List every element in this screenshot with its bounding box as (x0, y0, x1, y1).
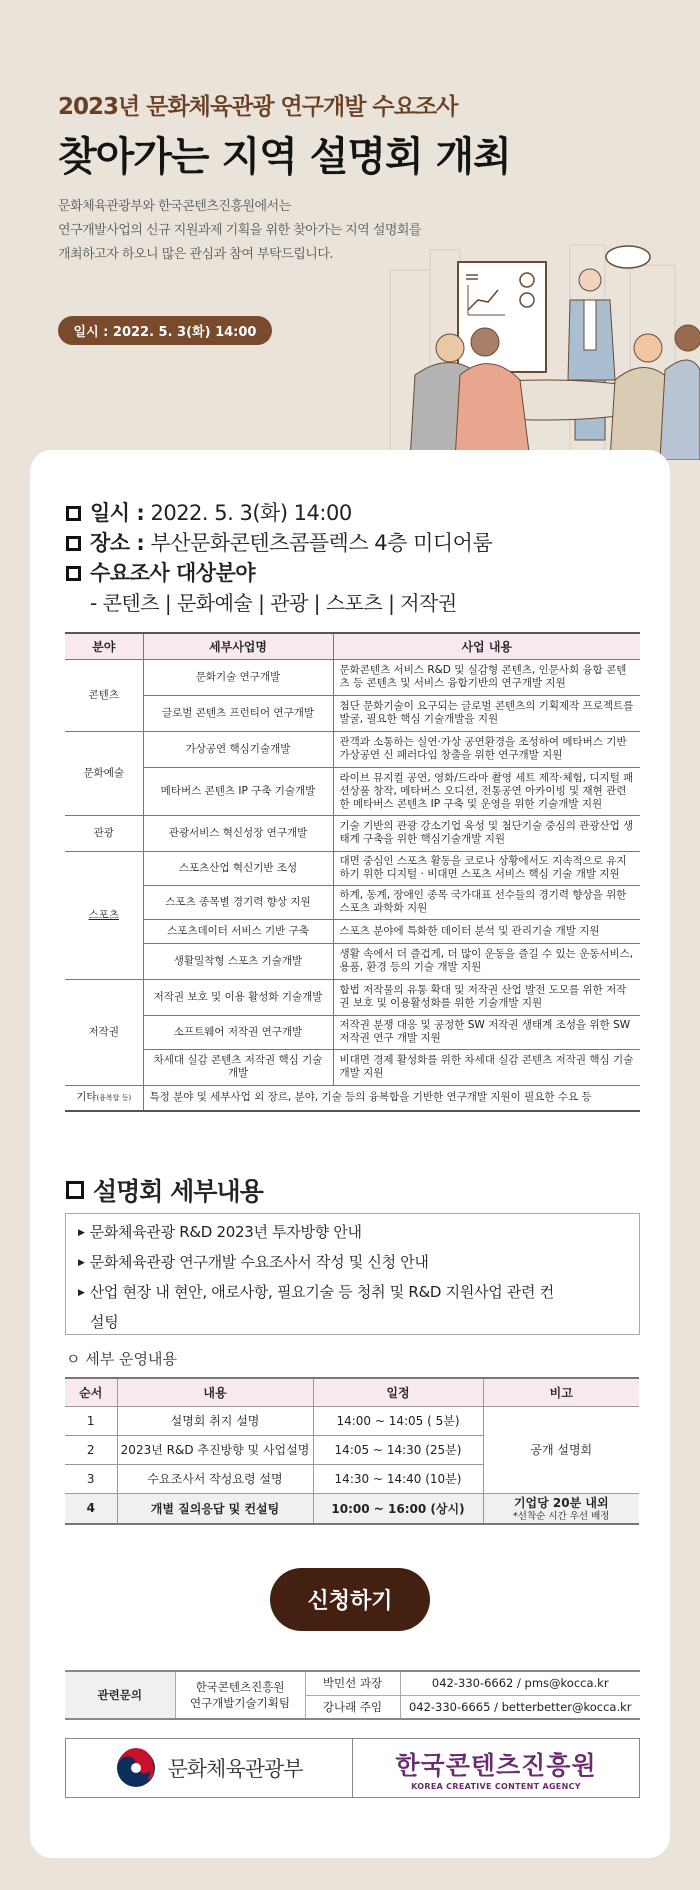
table-row: 차세대 실감 콘텐츠 저작권 핵심 기술개발 비대면 경제 활성화를 위한 차세대 실감 콘텐츠 저작권 핵심 기술 개발 지원 (65, 1049, 640, 1085)
table-row: 메타버스 콘텐츠 IP 구축 기술개발 라이브 뮤지컬 공연, 영화/드라마 촬영 세트 제작·체험, 디지털 패션상품 창작, 메타버스 오디션, 전통공연 아카이빙 및 재현 관련한 메타버스 콘텐츠 IP 구축 및 운영을 위한 기술개발 지원 (65, 767, 640, 815)
table-row: 3 수요조사서 작성요령 설명 14:30 ~ 14:40 (10분) (65, 1464, 639, 1493)
schedule-table (65, 1377, 639, 1525)
contact-info-link[interactable]: 042-330-6662 / pms@kocca.kr (400, 1671, 640, 1695)
fields-table (65, 632, 640, 1112)
detail-item: ▶ 문화체육관광 R&D 2023년 투자방향 안내 (78, 1223, 362, 1241)
taegeuk-emblem-icon (115, 1747, 157, 1789)
table-row: 스포츠 스포츠산업 혁신기반 조성 대면 중심인 스포츠 활동을 코로나 상황에서도 지속적으로 유지하기 위한 디지털 · 비대면 스포츠 서비스 핵심 기술 개발 지원 (65, 851, 640, 885)
square-bullet-icon (66, 1181, 84, 1199)
table-row: 저작권 저작권 보호 및 이용 활성화 기술개발 합법 저작물의 유통 확대 및 저작권 산업 발전 도모를 위한 저작권 보호 및 이용활성화를 위한 기술개발 지원 (65, 979, 640, 1015)
table-row: 스포츠 종목별 경기력 향상 지원 하계, 동계, 장애인 종목 국가대표 선수들의 경기력 향상을 위한 스포츠 과학화 지원 (65, 885, 640, 919)
table-row: 2 2023년 R&D 추진방향 및 사업설명 14:05 ~ 14:30 (25분) (65, 1435, 639, 1464)
triangle-bullet-icon: ▶ (78, 1228, 85, 1238)
triangle-bullet-icon: ▶ (78, 1258, 85, 1268)
table-row: 기타(융복합 등) 특정 분야 및 세부사업 외 장르, 분야, 기술 등의 융복합을 기반한 연구개발 지원이 필요한 수요 등 (65, 1085, 640, 1111)
info-fields: 수요조사 대상분야 (66, 558, 492, 588)
kocca-logo: 한국콘텐츠진흥원 KOREA CREATIVE CONTENT AGENCY (352, 1739, 639, 1797)
table-row: 강나래 주임 042-330-6665 / betterbetter@kocca.kr (65, 1695, 640, 1719)
details-section-title: 설명회 세부내용 (66, 1172, 263, 1208)
presentation-meeting-illustration (370, 230, 700, 460)
square-bullet-icon (66, 566, 81, 581)
apply-button[interactable]: 신청하기 (270, 1568, 430, 1631)
table-row: 생활밀착형 스포츠 기술개발 생활 속에서 더 즐겁게, 더 많이 운동을 즐길 수 있는 운동서비스, 용품, 환경 등의 기술 개발 지원 (65, 943, 640, 979)
hero-banner (0, 0, 700, 460)
date-badge: 일시 : 2022. 5. 3(화) 14:00 (58, 316, 272, 345)
info-fields-list: - 콘텐츠 | 문화예술 | 관광 | 스포츠 | 저작권 (90, 591, 457, 615)
hero-description: 문화체육관광부와 한국콘텐츠진흥원에서는 연구개발사업의 신규 지원과제 기획을 위한 찾아가는 지역 설명회를 개최하고자 하오니 많은 관심과 참여 부탁드립니다. (58, 199, 422, 262)
event-info (66, 498, 492, 618)
contact-info-link[interactable]: 042-330-6665 / betterbetter@kocca.kr (400, 1695, 640, 1719)
logo-bar (65, 1738, 640, 1798)
square-bullet-icon (66, 536, 81, 551)
hero-subtitle: 2023년 문화체육관광 연구개발 수요조사 (58, 94, 458, 120)
table-row: 관련문의 한국콘텐츠진흥원 연구개발기술기획팀 박민선 과장 042-330-6662 / pms@kocca.kr (65, 1671, 640, 1695)
table-row: 스포츠데이터 서비스 기반 구축 스포츠 분야에 특화한 데이터 분석 및 관리기술 개발 지원 (65, 919, 640, 943)
contact-table (65, 1670, 640, 1720)
detail-item: ▶ 산업 현장 내 현안, 애로사항, 필요기술 등 청취 및 R&D 지원사업 관련 컨 (78, 1283, 554, 1301)
mcst-logo: 문화체육관광부 (66, 1739, 352, 1797)
table-row: 1 설명회 취지 설명 14:00 ~ 14:05 ( 5분) 공개 설명회 (65, 1406, 639, 1435)
table-row: 관광 관광서비스 혁신성장 연구개발 기술 기반의 관광 강소기업 육성 및 첨단기술 중심의 관광산업 생태계 구축을 위한 핵심기술개발 지원 (65, 815, 640, 851)
table-header: 순서 내용 일정 비고 (65, 1378, 639, 1406)
table-row: 콘텐츠 문화기술 연구개발 문화콘텐츠 서비스 R&D 및 실감형 콘텐츠, 인문사회 융합 콘텐츠 등 콘텐츠 및 서비스 융합기반의 연구개발 지원 (65, 659, 640, 695)
table-row: 문화예술 가상공연 핵심기술개발 관객과 소통하는 실연·가상 공연환경을 조성하여 메타버스 기반 가상공연 신 패러다임 창출을 위한 연구개발 지원 (65, 731, 640, 767)
details-box (65, 1213, 640, 1335)
table-header: 분야 세부사업명 사업 내용 (65, 633, 640, 659)
info-date: 일시 : 2022. 5. 3(화) 14:00 (66, 498, 492, 528)
table-row: 4 개별 질의응답 및 컨설팅 10:00 ~ 16:00 (상시) 기업당 20분 내외 *선착순 시간 우선 배정 (65, 1493, 639, 1524)
detail-item-continued: 설팅 (90, 1313, 119, 1331)
table-row: 글로벌 콘텐츠 프런티어 연구개발 첨단 문화기술이 요구되는 글로벌 콘텐츠의 기획제작 프로젝트를 발굴, 필요한 핵심 기술개발을 지원 (65, 695, 640, 731)
square-bullet-icon (66, 506, 81, 521)
info-place: 장소 : 부산문화콘텐츠콤플렉스 4층 미디어룸 (66, 528, 492, 558)
triangle-bullet-icon: ▶ (78, 1288, 85, 1298)
detail-item: ▶ 문화체육관광 연구개발 수요조사서 작성 및 신청 안내 (78, 1253, 429, 1271)
table-row: 소프트웨어 저작권 연구개발 저작권 분쟁 대응 및 공정한 SW 저작권 생태계 조성을 위한 SW 저작권 연구 개발 지원 (65, 1015, 640, 1049)
schedule-subheading: ㅇ 세부 운영내용 (66, 1350, 177, 1368)
hero-title: 찾아가는 지역 설명회 개최 (58, 134, 511, 180)
